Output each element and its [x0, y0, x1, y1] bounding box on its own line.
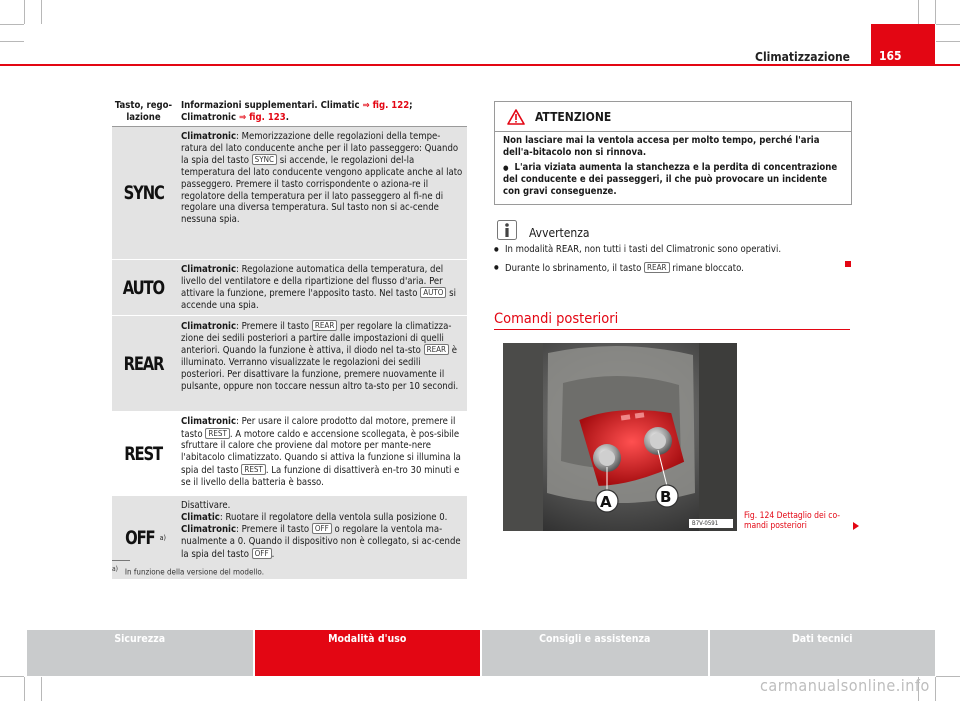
continue-arrow-icon: [853, 522, 859, 530]
warning-text: L'aria viziata aumenta la stanchezza e la perdita di concentrazione del conducente e dei passeggeri, il che può provocare un incidente con gravi conseguenze.: [503, 162, 838, 197]
footnote-text: In funzione della versione del modello.: [124, 567, 264, 577]
crop-mark: [24, 677, 25, 701]
tab-consigli-e-assistenza[interactable]: Consigli e assistenza: [482, 630, 708, 676]
table-row: [112, 412, 467, 496]
table-row: [112, 127, 467, 260]
desc-text: si accende, le regolazioni del-la temperatura del lato conducente vengono applicate anche al lato passeggero. Premere il tasto corrispondente o aziona-re il regolatore della temperatura per il lato passeggero al fi-ne di regolare una diversa temperatura. Sul tasto non si ac-cende nessuna spia.: [181, 155, 463, 225]
system-label: Climatronic: [181, 416, 237, 427]
desc-text: : Regolazione automatica della temperatura, del livello del ventilatore e della ripartizione del flusso d'aria. Per attivare la funzione, premere l'apposito tasto. Nel tasto: [181, 264, 444, 300]
note-list: [494, 244, 844, 281]
row-description: [175, 316, 467, 411]
bullet: ●: [503, 164, 509, 172]
warning-bullet-item: [503, 162, 843, 198]
desc-text: è illuminato. Verranno visualizzate le regolazioni dei sedili posteriori. Per disattivare la funzione, premere nuovamente il pulsante, oppure non toccare nessun altro ta-sto per 10 secondi.: [181, 345, 459, 392]
fig-ref-link[interactable]: ⇒ fig. 123: [239, 112, 286, 123]
footnote-rule: [112, 560, 130, 561]
desc-text: . La funzione di disattiverà en-tro 30 minuti e se il livello della batteria è basso.: [181, 464, 460, 488]
system-label: Climatronic: [181, 524, 237, 536]
header-rule: [0, 64, 960, 66]
desc-text: : Premere il tasto: [236, 321, 312, 332]
key-label: OFF: [125, 526, 155, 549]
crop-mark: [918, 0, 919, 24]
warning-box: [494, 101, 852, 205]
crop-mark: [936, 41, 960, 42]
crop-mark: [936, 24, 960, 25]
rear-key-symbol: REAR: [312, 320, 337, 331]
footnote: [112, 565, 264, 577]
rear-key-symbol: REAR: [424, 344, 449, 355]
desc-text: per regolare la climatizza-zione dei sedili posteriori a partire dalle impostazioni di quelli anteriori. Quando la funzione è attiva, il diodo nel ta-sto: [181, 321, 452, 357]
desc-text: .: [271, 548, 275, 560]
footnote-mark: a): [112, 565, 119, 573]
note-text: rimane bloccato.: [669, 263, 744, 274]
desc-text: . A motore caldo e accensione scollegata, è pos-sibile sfruttare il calore che proviene dal motore per mante-nere l'abitacolo climatizzato. Quando si attiva la funzione si illumina la spia del tasto: [181, 428, 461, 476]
page-number: 165: [871, 24, 935, 66]
crop-mark: [41, 677, 42, 701]
off-key-symbol: OFF: [252, 548, 272, 559]
tab-dati-tecnici[interactable]: Dati tecnici: [710, 630, 936, 676]
crop-mark: [0, 676, 24, 677]
key-auto-symbol: [112, 260, 175, 315]
row-description: [175, 127, 467, 259]
section-rule: [494, 329, 850, 330]
section-title: Comandi posteriori: [494, 311, 619, 327]
header-text: Informazioni supplementari. Climatic: [181, 100, 363, 111]
system-label: Climatronic: [181, 264, 237, 275]
key-label: SYNC: [123, 182, 164, 204]
key-label: REAR: [123, 352, 164, 375]
note-text: In modalità REAR, non tutti i tasti del Climatronic sono operativi.: [505, 244, 782, 255]
figure-code: B7V-0591: [692, 520, 719, 527]
list-item: [494, 244, 844, 256]
crop-mark: [935, 0, 936, 24]
rear-console-illustration: [503, 343, 737, 531]
key-label: REST: [124, 442, 163, 465]
row-description: [175, 412, 467, 495]
crop-mark: [935, 677, 936, 701]
rest-key-symbol: REST: [241, 464, 266, 475]
rear-controls-photo: [503, 343, 737, 531]
system-label: Climatronic: [181, 321, 237, 332]
warning-title: ATTENZIONE: [535, 109, 612, 124]
table-header-info: [175, 100, 467, 124]
off-key-symbol: OFF: [312, 523, 332, 534]
table-header: [112, 100, 467, 127]
key-rest-symbol: [112, 412, 175, 495]
table-row: [112, 316, 467, 412]
note-title: Avvertenza: [529, 226, 590, 240]
header-text: .: [285, 112, 289, 123]
chapter-tabs: [27, 630, 935, 676]
desc-text: : Per usare il calore prodotto dal motore, premere il tasto: [181, 416, 456, 440]
list-item: [494, 262, 844, 275]
header-text: ; Climatronic: [181, 100, 413, 123]
callout-label-b: B: [660, 488, 672, 506]
tab-modalita-d-uso[interactable]: Modalità d'uso: [255, 630, 481, 676]
page-title: Climatizzazione: [755, 50, 850, 64]
note-text: Durante lo sbrinamento, il tasto: [505, 263, 645, 274]
crop-mark: [24, 0, 25, 24]
fig-ref-link[interactable]: ⇒ fig. 122: [362, 100, 410, 111]
key-sync-symbol: [112, 127, 175, 259]
auto-key-symbol: AUTO: [420, 287, 446, 298]
table-row: [112, 260, 467, 316]
crop-mark: [0, 24, 24, 25]
rest-key-symbol: REST: [205, 428, 230, 439]
crop-mark: [0, 41, 24, 42]
table-header-key: Tasto, rego-lazione: [114, 100, 173, 123]
warning-triangle-icon: [507, 109, 525, 125]
footnote-ref: a): [159, 533, 166, 542]
callout-label-a: A: [600, 493, 612, 511]
watermark: carmanualsonline.info: [760, 676, 930, 695]
figure-caption: Fig. 124 Dettaglio dei co-mandi posteriori: [744, 511, 841, 531]
system-label: Climatronic: [181, 131, 237, 142]
sync-key-symbol: SYNC: [252, 154, 277, 165]
tab-sicurezza[interactable]: Sicurezza: [27, 630, 253, 676]
controls-table: [112, 100, 467, 580]
desc-text: : Premere il tasto: [236, 524, 312, 536]
warning-body: [495, 132, 851, 204]
note-icon: [497, 220, 517, 240]
desc-text: Disattivare.: [181, 500, 231, 511]
warning-header: [495, 102, 851, 132]
desc-text: o regolare la ventola ma-nualmente a 0. Quando il dispositivo non è collegato, si ac-cende la spia del tasto: [181, 524, 461, 560]
rear-key-symbol: REAR: [644, 262, 669, 273]
system-label: Climatic: [181, 511, 220, 523]
end-marker: [845, 261, 851, 267]
key-label: AUTO: [122, 276, 165, 299]
desc-text: si accende una spia.: [181, 288, 456, 312]
warning-text: Non lasciare mai la ventola accesa per molto tempo, perché l'aria dell'a-bitacolo non si rinnova.: [503, 135, 820, 158]
desc-text: : Memorizzazione delle regolazioni della tempe-ratura del lato conducente anche per il lato passeggero: Quando la spia del tasto: [181, 131, 459, 167]
crop-mark: [936, 676, 960, 677]
note-header: [497, 220, 590, 240]
crop-mark: [41, 0, 42, 24]
row-description: [175, 260, 467, 315]
desc-text: : Ruotare il regolatore della ventola sulla posizione 0.: [219, 511, 448, 523]
key-rear-symbol: [112, 316, 175, 411]
